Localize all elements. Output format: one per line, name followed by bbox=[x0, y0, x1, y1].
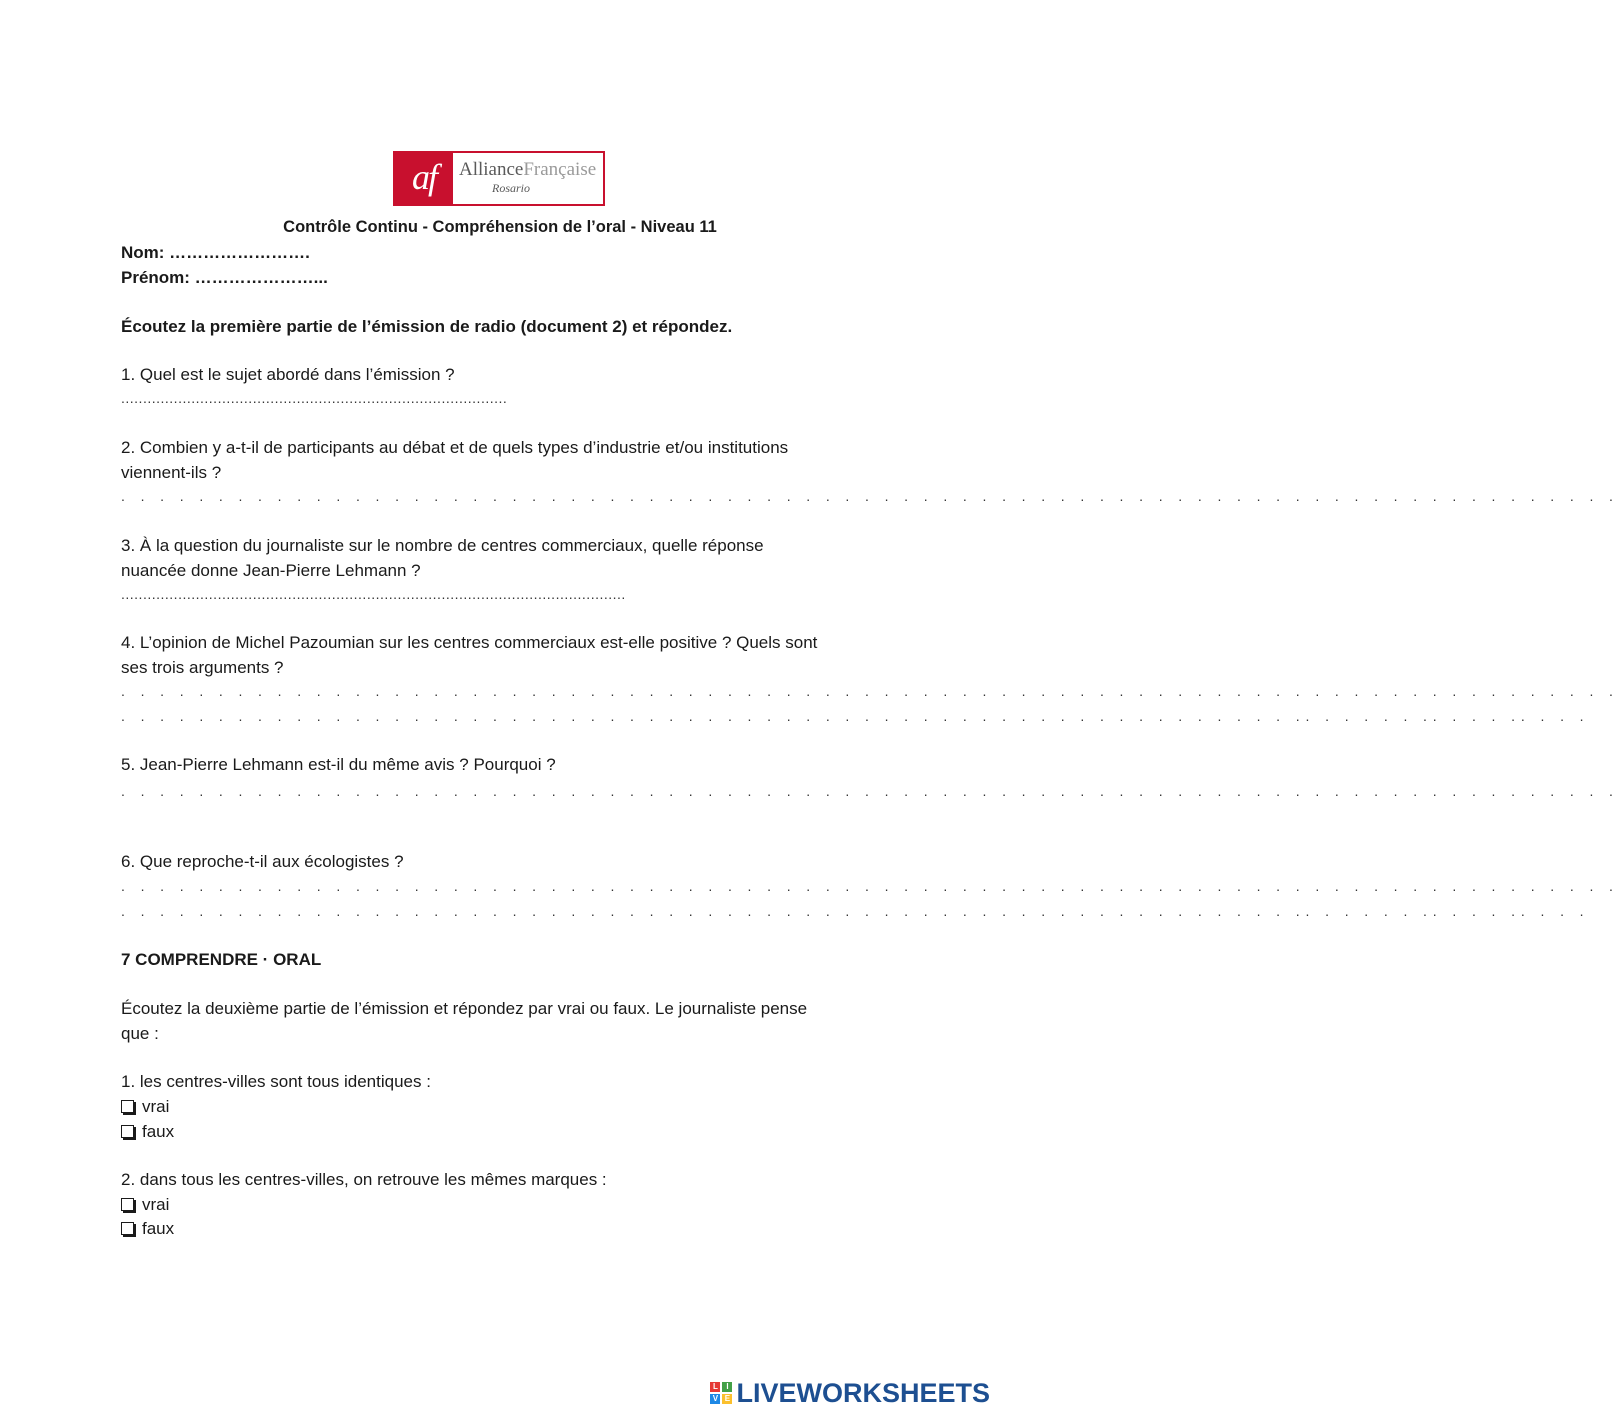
section-7-intro-cont: que : bbox=[121, 1024, 159, 1043]
answer-line-6b[interactable]: . . . . . . . . . . . . . . . . . . . . . . . . . . . . . . . . . . . . . . . . . . . . . . . . . . . . . . . . . . . . .. . . . . . .. . . . .. . . . bbox=[121, 903, 1590, 919]
checkbox-icon[interactable] bbox=[121, 1100, 134, 1113]
answer-line-4b[interactable]: . . . . . . . . . . . . . . . . . . . . . . . . . . . . . . . . . . . . . . . . . . . . . . . . . . . . . . . . . . . . .. . . . . . .. . . . .. . . . bbox=[121, 708, 1590, 724]
logo-name-bold: Alliance bbox=[459, 159, 524, 180]
question-3: 3. À la question du journaliste sur le nombre de centres commerciaux, quelle réponse bbox=[121, 536, 764, 555]
answer-line-3[interactable]: ................................................................................................................... bbox=[121, 586, 626, 602]
option-label: faux bbox=[142, 1122, 175, 1141]
answer-line-1[interactable]: ........................................................................................ bbox=[121, 390, 508, 406]
logo-name-light: Française bbox=[523, 159, 597, 180]
question-1: 1. Quel est le sujet abordé dans l’émission ? bbox=[121, 365, 455, 384]
checkbox-icon[interactable] bbox=[121, 1125, 134, 1138]
instruction: Écoutez la première partie de l’émission de radio (document 2) et répondez. bbox=[121, 317, 733, 336]
tf-option-1-vrai[interactable] bbox=[121, 1097, 169, 1117]
grid-letter: I bbox=[722, 1382, 732, 1392]
nom-field[interactable]: Nom: ……………………. bbox=[121, 243, 310, 262]
tf-option-2-faux[interactable] bbox=[121, 1219, 174, 1239]
question-4: 4. L’opinion de Michel Pazoumian sur les centres commerciaux est-elle positive ? Quels sont bbox=[121, 633, 818, 652]
liveworksheets-watermark bbox=[710, 1379, 990, 1407]
checkbox-icon[interactable] bbox=[121, 1198, 134, 1211]
logo-text bbox=[453, 153, 603, 204]
document-title: Contrôle Continu - Compréhension de l’oral - Niveau 11 bbox=[283, 218, 717, 236]
logo-city: Rosario bbox=[491, 181, 530, 195]
answer-line-4a[interactable]: . . . . . . . . . . . . . . . . . . . . . . . . . . . . . . . . . . . . . . . . . . . . . . . . . . . . . . . . . . . . . . . . . . . . . . . . . . . . . bbox=[121, 683, 1619, 699]
question-3-cont: nuancée donne Jean-Pierre Lehmann ? bbox=[121, 561, 421, 580]
question-5: 5. Jean-Pierre Lehmann est-il du même avis ? Pourquoi ? bbox=[121, 755, 556, 774]
grid-letter: V bbox=[710, 1394, 720, 1404]
answer-line-5[interactable]: . . . . . . . . . . . . . . . . . . . . . . . . . . . . . . . . . . . . . . . . . . . . . . . . . . . . . . . . . . . . . . . . . . . . . . . . . . . . . bbox=[121, 783, 1619, 799]
section-7-heading: 7 COMPRENDRE · ORAL bbox=[121, 950, 322, 969]
question-4-cont: ses trois arguments ? bbox=[121, 658, 284, 677]
grid-letter: E bbox=[722, 1394, 732, 1404]
logo-name bbox=[459, 157, 603, 183]
answer-line-2[interactable]: . . . . . . . . . . . . . . . . . . . . . . . . . . . . . . . . . . . . . . . . . . . . . . . . . . . . . . . . . . . . . . . . . . . . . . . . . . . . . bbox=[121, 488, 1619, 504]
tf-option-2-vrai[interactable] bbox=[121, 1195, 169, 1215]
prenom-field[interactable]: Prénom: …………………... bbox=[121, 268, 328, 287]
option-label: vrai bbox=[142, 1195, 170, 1214]
logo-mark: af bbox=[395, 153, 453, 204]
answer-line-6a[interactable]: . . . . . . . . . . . . . . . . . . . . . . . . . . . . . . . . . . . . . . . . . . . . . . . . . . . . . . . . . . . . . . . . . . . . . . . . . . . . . bbox=[121, 878, 1619, 894]
tf-option-1-faux[interactable] bbox=[121, 1122, 174, 1142]
liveworksheets-grid-icon bbox=[710, 1382, 732, 1404]
question-6: 6. Que reproche-t-il aux écologistes ? bbox=[121, 852, 404, 871]
checkbox-icon[interactable] bbox=[121, 1222, 134, 1235]
question-2: 2. Combien y a-t-il de participants au débat et de quels types d’industrie et/ou institutions bbox=[121, 438, 789, 457]
option-label: vrai bbox=[142, 1097, 170, 1116]
tf-question-1: 1. les centres-villes sont tous identiques : bbox=[121, 1072, 431, 1091]
question-2-cont: viennent-ils ? bbox=[121, 463, 222, 482]
grid-letter: L bbox=[710, 1382, 720, 1392]
liveworksheets-text: LIVEWORKSHEETS bbox=[736, 1377, 990, 1408]
alliance-francaise-logo bbox=[393, 151, 605, 206]
section-7-intro: Écoutez la deuxième partie de l’émission et répondez par vrai ou faux. Le journaliste pense bbox=[121, 999, 808, 1018]
tf-question-2: 2. dans tous les centres-villes, on retrouve les mêmes marques : bbox=[121, 1170, 607, 1189]
option-label: faux bbox=[142, 1219, 175, 1238]
